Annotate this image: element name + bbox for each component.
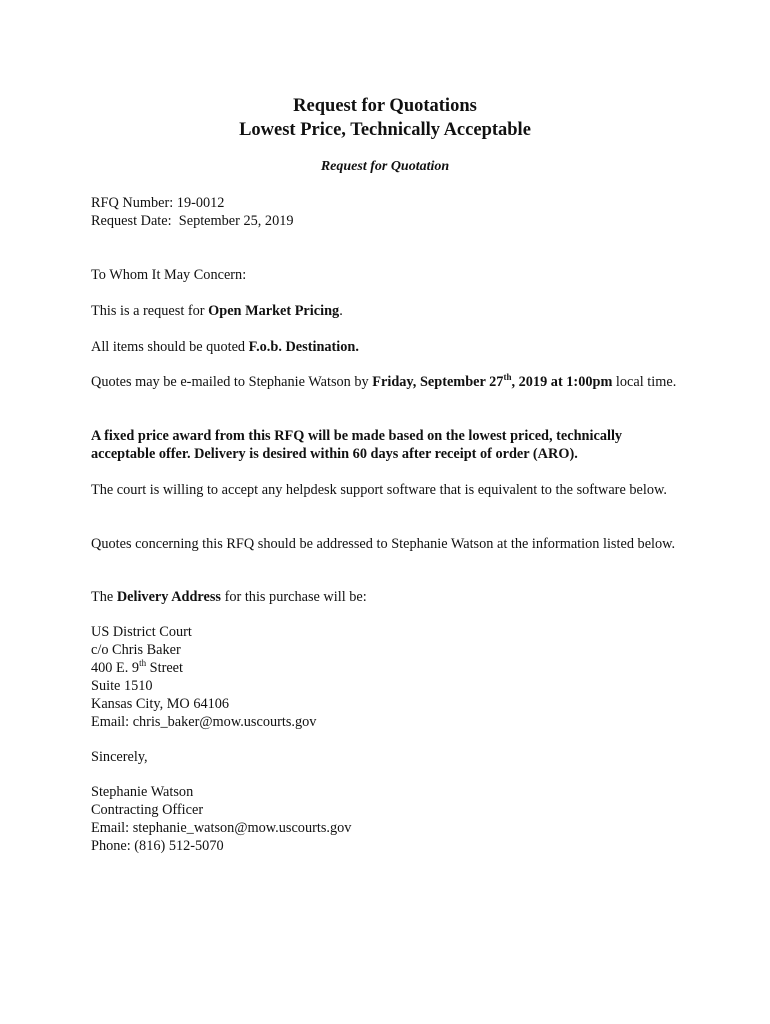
delivery-address (91, 623, 681, 731)
p3-text: Quotes may be e-mailed to Stephanie Watson by (91, 374, 373, 390)
signature-block (91, 783, 681, 855)
paragraph-contact: Quotes concerning this RFQ should be addressed to Stephanie Watson at the information listed below. (91, 536, 676, 552)
rfq-info (91, 194, 681, 230)
p3-bold-sup: th (503, 372, 512, 383)
document-title (0, 94, 770, 142)
p7-text: The (91, 589, 117, 605)
address-line-3-start: 400 E. 9 (91, 660, 140, 676)
p2-text: All items should be quoted (91, 339, 249, 355)
rfq-number-line (91, 194, 681, 212)
address-line-4: Suite 1510 (91, 678, 153, 694)
paragraph-award: A fixed price award from this RFQ will be made based on the lowest priced, technically acceptable offer. Delivery is desired within 60 days after receipt of order (ARO). (91, 428, 623, 462)
rfq-number-value: 19-0012 (176, 195, 225, 211)
paragraph-equivalent: The court is willing to accept any helpdesk support software that is equivalent to the software below. (91, 482, 667, 498)
p1-end: . (339, 303, 343, 319)
paragraph-deadline (91, 373, 681, 391)
document-subtitle: Request for Quotation (320, 159, 450, 174)
salutation: To Whom It May Concern: (91, 267, 247, 283)
rfq-date-line (91, 212, 681, 230)
p3-bold-time: , 2019 at 1:00pm (511, 374, 613, 390)
rfq-date-value: September 25, 2019 (178, 213, 294, 229)
signer-name: Stephanie Watson (91, 784, 194, 800)
p3-bold-date: Friday, September 27 (372, 374, 504, 390)
p7-bold: Delivery Address (116, 589, 221, 605)
paragraph-delivery (91, 588, 681, 606)
title-line-2: Lowest Price, Technically Acceptable (239, 120, 531, 140)
address-email: Email: chris_baker@mow.uscourts.gov (91, 714, 317, 730)
paragraph-open-market (91, 302, 681, 320)
address-line-3-sup: th (139, 658, 147, 669)
address-line-3-end: Street (146, 660, 184, 676)
address-line-3 (91, 659, 681, 677)
rfq-number-label: RFQ Number: (91, 195, 174, 211)
signer-phone: Phone: (816) 512-5070 (91, 838, 224, 854)
paragraph-fob (91, 338, 681, 356)
signer-role: Contracting Officer (91, 802, 204, 818)
p7-end: for this purchase will be: (221, 589, 367, 605)
address-line-1: US District Court (91, 624, 192, 640)
signer-email: Email: stephanie_watson@mow.uscourts.gov (91, 820, 352, 836)
p2-bold: F.o.b. Destination. (248, 339, 359, 355)
address-line-5: Kansas City, MO 64106 (91, 696, 230, 712)
rfq-date-label: Request Date: (91, 213, 172, 229)
title-line-1: Request for Quotations (293, 96, 477, 116)
p1-bold: Open Market Pricing (208, 303, 340, 319)
p1-text: This is a request for (91, 303, 209, 319)
closing-sincerely: Sincerely, (91, 749, 148, 765)
address-line-2: c/o Chris Baker (91, 642, 181, 658)
p3-end: local time. (612, 374, 677, 390)
